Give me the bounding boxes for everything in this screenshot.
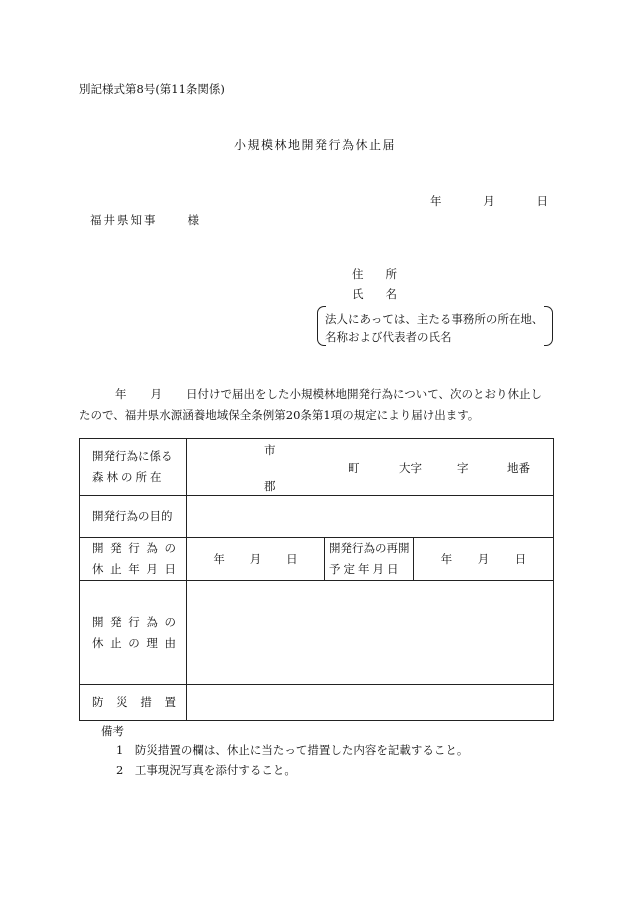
remarks-heading: 備考 (101, 724, 124, 738)
oaza-label: 大字 (399, 461, 422, 475)
addressee-honorific: 様 (187, 213, 201, 227)
document-title: 小規模林地開発行為休止届 (233, 138, 396, 152)
suspension-date-label: 開発行為の 休止年月日 (80, 538, 187, 581)
addressee-name: 福井県知事 (90, 213, 158, 227)
table-row (80, 496, 554, 538)
purpose-field[interactable] (187, 496, 554, 538)
town-label: 町 (348, 461, 360, 475)
table-row (80, 685, 554, 721)
remark-item: 2 工事現況写真を添付すること。 (116, 763, 296, 777)
month-label: 月 (483, 194, 495, 208)
form-table (79, 438, 554, 721)
location-field[interactable] (187, 439, 554, 496)
lot-number-label: 地番 (507, 461, 530, 475)
corporate-note-line1: 法人にあっては、主たる事務所の所在地、 (325, 312, 544, 326)
location-label: 開発行為に係る 森林の所在 (80, 439, 187, 496)
right-bracket (544, 306, 553, 346)
table-row (80, 439, 554, 496)
aza-label: 字 (457, 461, 469, 475)
declaration-text: 年 月 日付けで届出をした小規模林地開発行為について、次のとおり休止したので、福井県水源涵養地域保全条例第20条第1項の規定により届け出ます。 (79, 387, 543, 422)
resume-date-label: 開発行為の再開 予定年月日 (325, 538, 414, 581)
form-number: 別記様式第8号(第11条関係) (79, 82, 225, 96)
disaster-field[interactable] (187, 685, 554, 721)
suspension-date-field[interactable]: 年 月 日 (187, 538, 325, 581)
addressee (90, 212, 201, 228)
submission-date (430, 193, 548, 209)
table-row (80, 581, 554, 685)
corporate-note-line2: 名称および代表者の氏名 (325, 330, 452, 344)
applicant-address-label: 住 所 (352, 267, 397, 281)
remark-item: 1 防災措置の欄は、休止に当たって措置した内容を記載すること。 (116, 743, 469, 757)
county-label: 郡 (264, 479, 276, 493)
year-label: 年 (430, 194, 442, 208)
reason-label: 開発行為の 休止の理由 (80, 581, 187, 685)
applicant-name-label: 氏 名 (352, 287, 397, 301)
table-row (80, 538, 554, 581)
reason-field[interactable] (187, 581, 554, 685)
corporate-note (317, 306, 553, 346)
city-label: 市 (264, 443, 276, 457)
disaster-label: 防災措置 (80, 685, 187, 721)
day-label: 日 (536, 194, 548, 208)
purpose-label: 開発行為の目的 (80, 496, 187, 538)
resume-date-field[interactable]: 年 月 日 (414, 538, 554, 581)
